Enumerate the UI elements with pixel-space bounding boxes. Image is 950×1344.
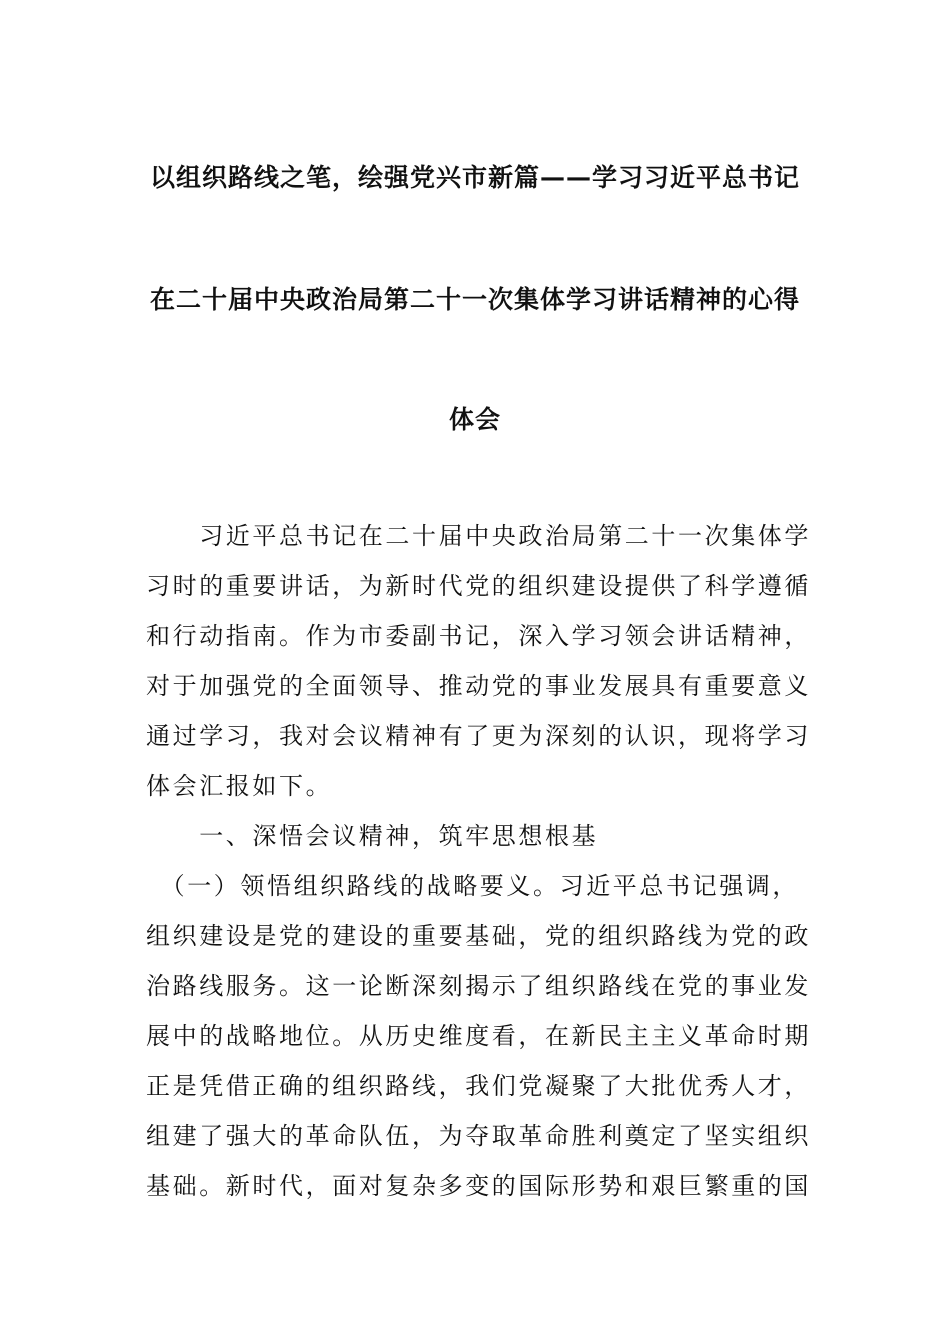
body-line: 展中的战略地位。从历史维度看，在新民主主义革命时期 (146, 1022, 811, 1050)
document-title-line-2: 在二十届中央政治局第二十一次集体学习讲话精神的心得 (149, 285, 800, 314)
document-title-line-3: 体会 (448, 405, 501, 434)
body-line: 体会汇报如下。 (146, 772, 333, 800)
document-title-line-1: 以组织路线之笔，绘强党兴市新篇——学习习近平总书记 (149, 163, 800, 192)
body-line: 组织建设是党的建设的重要基础，党的组织路线为党的政 (146, 922, 811, 950)
section-heading: 一、深悟会议精神，筑牢思想根基 (146, 822, 599, 850)
body-line: 基础。新时代，面对复杂多变的国际形势和艰巨繁重的国 (146, 1172, 811, 1200)
subsection-heading-line: （一）领悟组织路线的战略要义。习近平总书记强调， (146, 872, 799, 900)
body-line: 组建了强大的革命队伍，为夺取革命胜利奠定了坚实组织 (146, 1122, 811, 1150)
body-line: 治路线服务。这一论断深刻揭示了组织路线在党的事业发 (146, 972, 811, 1000)
body-line: 习近平总书记在二十届中央政治局第二十一次集体学 (146, 522, 811, 550)
body-line: 和行动指南。作为市委副书记，深入学习领会讲话精神， (146, 622, 811, 650)
body-line: 习时的重要讲话，为新时代党的组织建设提供了科学遵循 (146, 572, 811, 600)
body-line: 通过学习，我对会议精神有了更为深刻的认识，现将学习 (146, 722, 811, 750)
body-line: 对于加强党的全面领导、推动党的事业发展具有重要意义 (146, 672, 811, 700)
body-line: 正是凭借正确的组织路线，我们党凝聚了大批优秀人才， (146, 1072, 811, 1100)
